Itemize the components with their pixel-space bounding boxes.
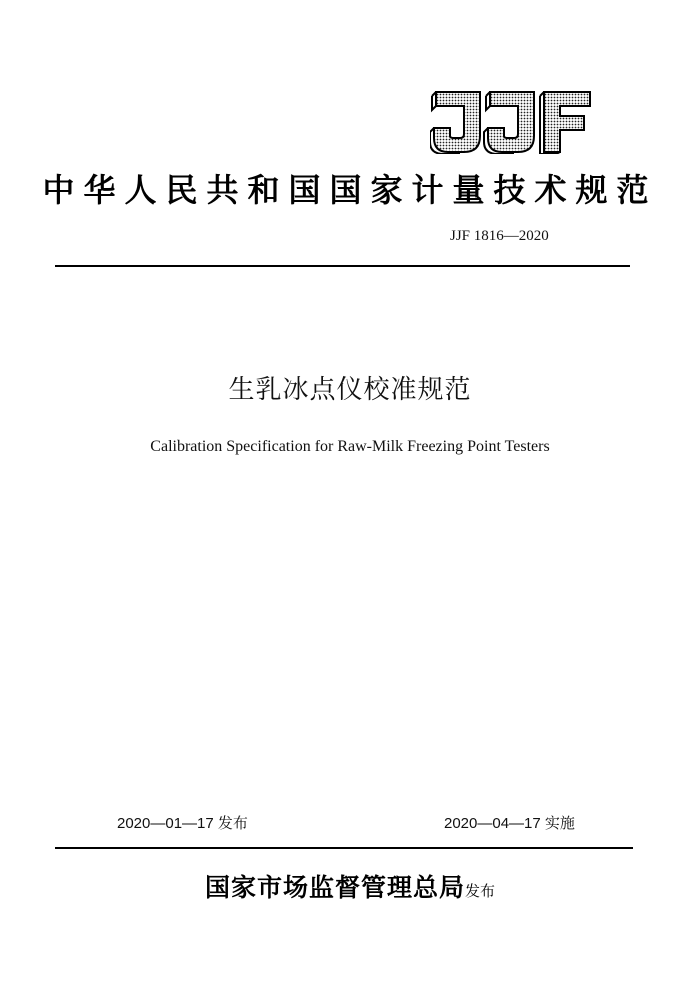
logo-letter-j2 <box>484 92 534 154</box>
issuer-suffix: 发布 <box>465 882 496 900</box>
document-title-chinese: 生乳冰点仪校准规范 <box>228 375 472 405</box>
effective-date: 2020—04—17 实施 <box>444 815 575 832</box>
issuer-line <box>0 868 700 904</box>
issue-date: 2020—01—17 发布 <box>117 815 248 832</box>
bottom-divider <box>55 847 633 849</box>
top-divider <box>55 265 630 267</box>
logo-letter-j1 <box>430 92 480 154</box>
logo-letter-f <box>540 92 590 154</box>
issuer-name: 国家市场监督管理总局 <box>204 873 465 902</box>
document-series-title: 中华人民共和国国家计量技术规范 <box>42 171 658 209</box>
jjf-logo <box>430 90 592 154</box>
standard-code: JJF 1816—2020 <box>450 228 549 244</box>
document-title-english: Calibration Specification for Raw-Milk Freezing Point Testers <box>150 438 550 455</box>
